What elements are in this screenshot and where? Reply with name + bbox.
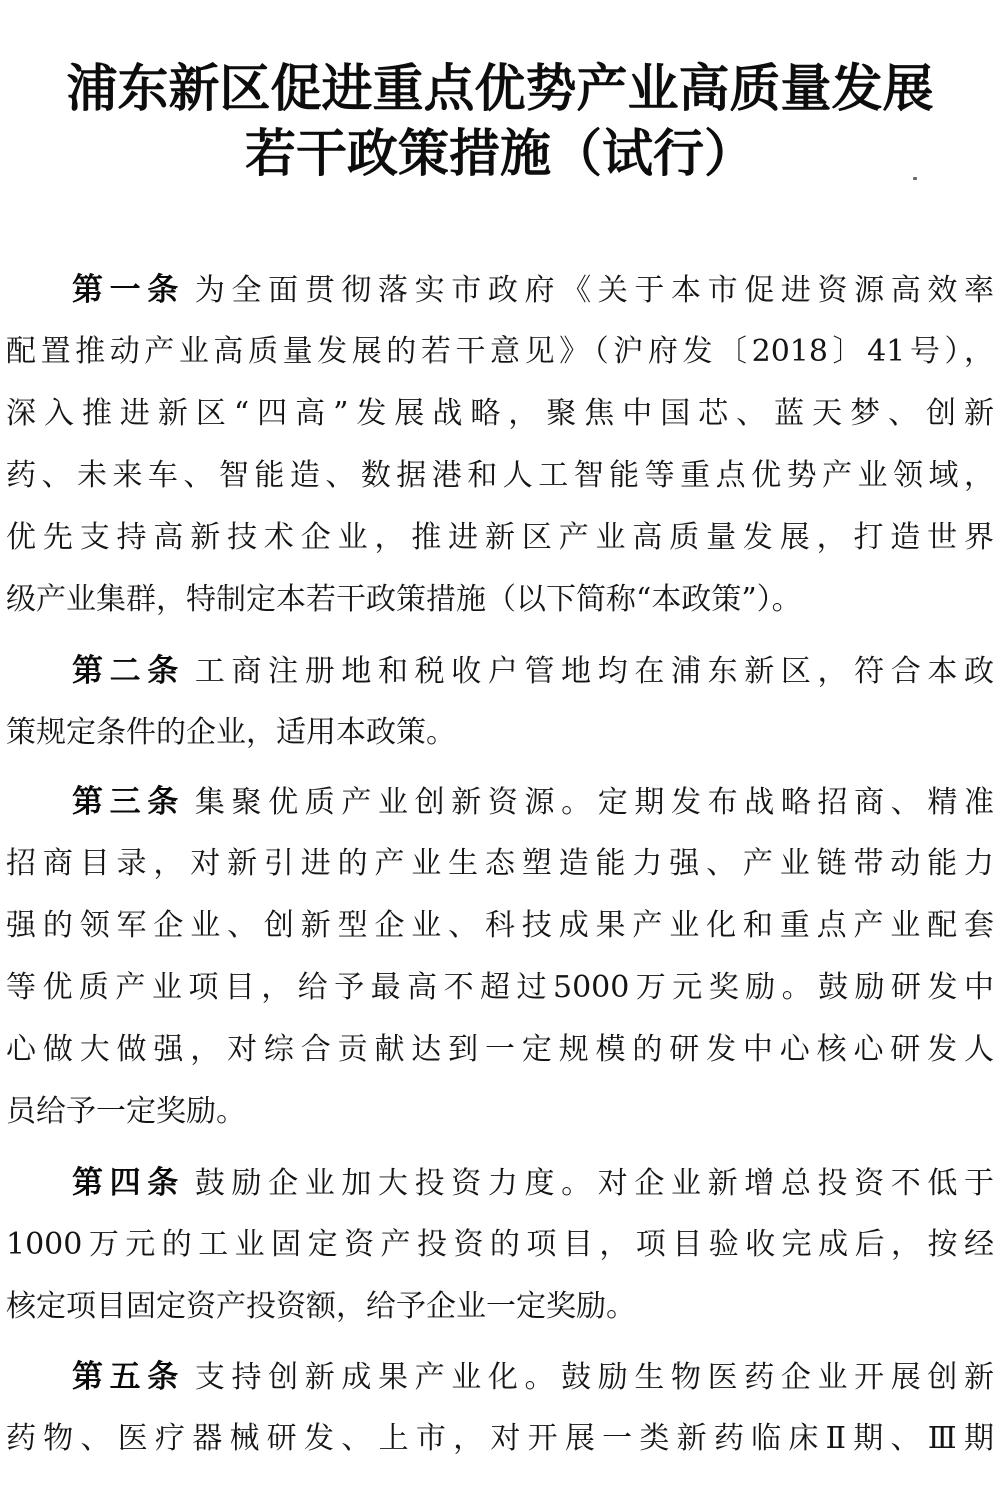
article-line: 药物、医疗器械研发、上市，对开展一类新药临床Ⅱ期、Ⅲ期 bbox=[6, 1421, 994, 1456]
article-line: 1000万元的工业固定资产投资的项目，项目验收完成后，按经 bbox=[6, 1227, 994, 1262]
article-line: 配置推动产业高质量发展的若干意见》（沪府发〔2018〕41号）， bbox=[6, 334, 994, 369]
article-line: 员给予一定奖励。 bbox=[6, 1094, 246, 1129]
article-line: 优先支持高新技术企业，推进新区产业高质量发展，打造世界 bbox=[6, 520, 994, 555]
article-line: 核定项目固定资产投资额，给予企业一定奖励。 bbox=[6, 1289, 636, 1324]
article-heading: 第三条 bbox=[72, 784, 185, 820]
article-4 bbox=[6, 1152, 994, 1338]
article-line: 药、未来车、智能造、数据港和人工智能等重点优势产业领域， bbox=[6, 458, 994, 493]
article-heading: 第五条 bbox=[72, 1359, 185, 1395]
article-line bbox=[6, 771, 994, 833]
article-line: 等优质产业项目，给予最高不超过5000万元奖励。鼓励研发中 bbox=[6, 970, 994, 1005]
article-2 bbox=[6, 640, 994, 764]
article-heading: 第四条 bbox=[72, 1165, 185, 1201]
article-text: 支持创新成果产业化。鼓励生物医药企业开展创新 bbox=[194, 1360, 994, 1395]
article-line: 招商目录，对新引进的产业生态塑造能力强、产业链带动能力 bbox=[6, 846, 994, 881]
article-line bbox=[6, 259, 994, 321]
article-text: 鼓励企业加大投资力度。对企业新增总投资不低于 bbox=[194, 1166, 994, 1201]
article-line: 深入推进新区“四高”发展战略，聚焦中国芯、蓝天梦、创新 bbox=[6, 396, 994, 431]
article-line bbox=[6, 1152, 994, 1214]
article-1 bbox=[6, 259, 994, 631]
article-line: 强的领军企业、创新型企业、科技成果产业化和重点产业配套 bbox=[6, 908, 994, 943]
document-title-line-1: 浦东新区促进重点优势产业高质量发展 bbox=[66, 60, 934, 119]
article-heading: 第一条 bbox=[72, 272, 185, 308]
article-text: 工商注册地和税收户管地均在浦东新区，符合本政 bbox=[194, 654, 994, 689]
article-5 bbox=[6, 1346, 994, 1470]
scan-speck bbox=[913, 177, 917, 180]
article-text: 为全面贯彻落实市政府《关于本市促进资源高效率 bbox=[194, 273, 994, 308]
article-heading: 第二条 bbox=[72, 653, 185, 689]
article-text: 集聚优质产业创新资源。定期发布战略招商、精准 bbox=[194, 785, 994, 820]
article-3 bbox=[6, 771, 994, 1143]
article-line bbox=[6, 1346, 994, 1408]
article-line: 级产业集群，特制定本若干政策措施（以下简称“本政策”）。 bbox=[6, 582, 802, 617]
article-line: 心做大做强，对综合贡献达到一定规模的研发中心核心研发人 bbox=[6, 1032, 994, 1067]
document-title-line-2: 若干政策措施（试行） bbox=[244, 125, 755, 184]
article-line: 策规定条件的企业，适用本政策。 bbox=[6, 715, 456, 750]
article-line bbox=[6, 640, 994, 702]
